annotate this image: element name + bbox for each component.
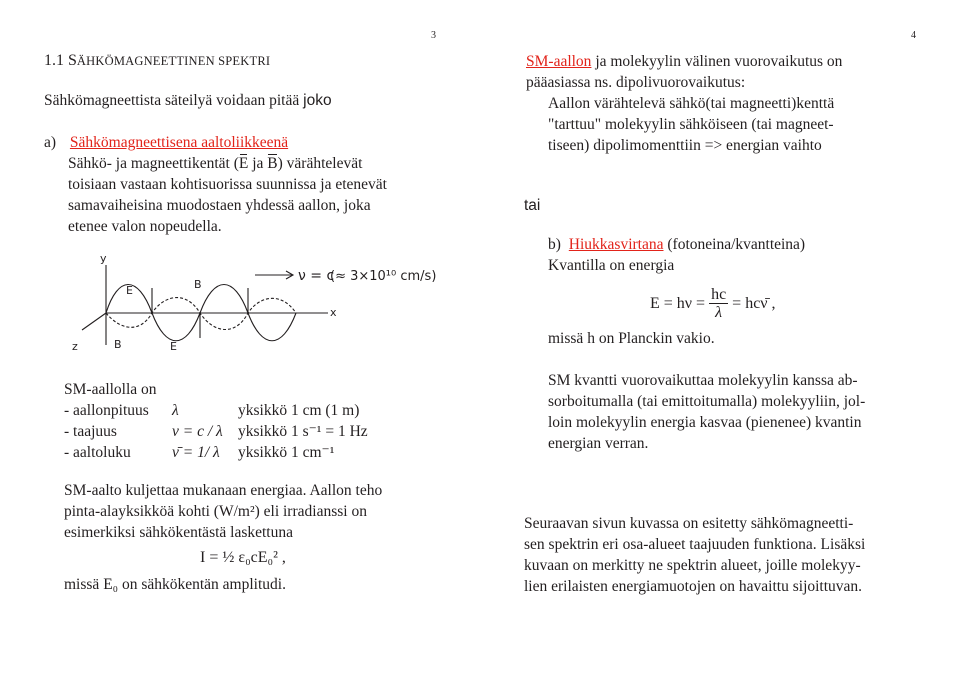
quantum-para-line: sorboitumalla (tai emittoitumalla) molekyyliin, jol- [548, 393, 866, 410]
sketch-label-B-bottom: B [114, 338, 122, 351]
item-b-rest: (fotoneina/kvantteina) [667, 236, 806, 253]
intro-text: Sähkömagneettista säteilyä voidaan pitää [44, 92, 300, 109]
spectrum-para-line: Seuraavan sivun kuvassa on esitetty sähkömagneetti- [524, 515, 854, 532]
intro-joko: joko [303, 92, 332, 109]
row-symbol: λ [172, 402, 179, 419]
axis-z-label: z [72, 340, 78, 353]
item-b-link[interactable]: Hiukkasvirtana [568, 236, 664, 253]
amplitude-note [64, 576, 286, 594]
spectrum-para-line: sen spektrin eri osa-alueet taajuuden funktiona. Lisäksi [524, 536, 866, 553]
item-a-line1-pre: Sähkö- ja magneettikentät ( [68, 155, 239, 172]
page-number-left: 3 [431, 30, 436, 41]
irradiance-formula: I = ½ ε₀cE₀² , [200, 549, 286, 566]
item-a-line1 [68, 155, 362, 173]
formula-numerator: hc [711, 285, 727, 303]
spectrum-para-line: lien erilaisten energiamuotojen on havaittu sijoittuvan. [524, 578, 863, 595]
em-wave-sketch [60, 250, 440, 360]
sketch-speed-value: (≈ 3×10¹⁰ cm/s) [330, 269, 437, 284]
item-a-line4: etenee valon nopeudella. [68, 218, 222, 235]
axis-x-label: x [330, 306, 337, 319]
formula-lhs: E = hν = [650, 295, 706, 312]
energy-line2: pinta-alayksikköä kohti (W/m²) eli irradianssi on [64, 503, 367, 520]
dipole-line5: tiseen) dipolimomenttiin => energian vaihto [548, 137, 822, 154]
item-b-label: b) [548, 236, 561, 253]
energy-line1: SM-aalto kuljettaa mukanaan energiaa. Aallon teho [64, 482, 383, 499]
item-b-heading [548, 236, 805, 254]
planck-note [548, 330, 715, 348]
quantum-para-line: energian verran. [548, 435, 649, 452]
dipole-line4: "tarttuu" molekyylin sähköiseen (tai magneet- [548, 116, 834, 133]
quantum-para-line: loin molekyylin energia kasvaa (pienenee) kvantin [548, 414, 862, 431]
dipole-line2: pääasiassa ns. dipolivuorovaikutus: [526, 74, 746, 91]
item-a-link[interactable]: Sähkömagneettisena aaltoliikkeenä [69, 134, 289, 151]
energy-line3: esimerkiksi sähkökentästä laskettuna [64, 524, 293, 541]
row-unit: yksikkö 1 cm (1 m) [238, 402, 360, 419]
item-a-label: a) [44, 134, 57, 151]
spectrum-para-line: kuvaan on merkitty ne spektrin alueet, joille molekyy- [524, 557, 861, 574]
amplitude-symbol: E₀ [103, 576, 119, 593]
formula-fraction [709, 287, 728, 322]
section-title-first: S [68, 52, 77, 69]
amplitude-note-pre: missä [64, 576, 100, 593]
row-name: - aallonpituus [64, 402, 149, 419]
sketch-speed: ν = c [298, 268, 335, 284]
planck-symbol: h [587, 330, 595, 347]
dipole-line1-rest: ja molekyylin välinen vuorovaikutus on [595, 53, 843, 70]
row-symbol: ν = c / λ [172, 423, 223, 440]
sm-aallon-link[interactable]: SM-aallon [526, 53, 592, 70]
photon-energy-formula [650, 283, 776, 325]
row-unit: yksikkö 1 s⁻¹ = 1 Hz [238, 423, 368, 440]
sketch-label-E-bottom: E [170, 340, 177, 353]
intro-line [44, 92, 332, 110]
z-axis-line [82, 313, 106, 330]
dipole-line3: Aallon värähtelevä sähkö(tai magneetti)kenttä [548, 95, 835, 112]
planck-note-pre: missä [548, 330, 584, 347]
tai-label: tai [524, 197, 541, 214]
vector-E: E [238, 155, 249, 172]
section-title [44, 52, 270, 70]
row-unit: yksikkö 1 cm⁻¹ [238, 444, 335, 461]
sm-heading: SM-aallolla on [64, 381, 157, 398]
item-a-heading [44, 134, 288, 152]
item-a-line2: toisiaan vastaan kohtisuorissa suunnissa ja etenevät [68, 176, 387, 193]
page-number-right: 4 [911, 30, 916, 41]
row-name: - aaltoluku [64, 444, 131, 461]
item-a-line3: samavaiheisina muodostaen yhdessä aallon, joka [68, 197, 371, 214]
item-a-line1-post: ) värähtelevät [277, 155, 363, 172]
sketch-label-E: E [126, 284, 133, 297]
amplitude-note-post: on sähkökentän amplitudi. [121, 576, 286, 593]
row-name: - taajuus [64, 423, 117, 440]
axis-y-label: y [100, 252, 107, 265]
row-symbol: ν̄ = 1/ λ [172, 444, 220, 461]
dipole-line1 [526, 53, 842, 71]
planck-note-post: on Planckin vakio. [598, 330, 715, 347]
vector-B: B [267, 155, 278, 172]
right-page [480, 0, 960, 679]
item-a-ja: ja [252, 155, 264, 172]
formula-rhs: = hcν̄ , [732, 295, 776, 312]
section-number: 1.1 [44, 52, 64, 69]
quantum-para-line: SM kvantti vuorovaikuttaa molekyylin kanssa ab- [548, 372, 858, 389]
section-title-rest: ÄHKÖMAGNEETTINEN SPEKTRI [76, 54, 271, 68]
formula-denominator: λ [715, 303, 723, 321]
sketch-label-B: B [194, 278, 202, 291]
item-b-line2: Kvantilla on energia [548, 257, 675, 274]
